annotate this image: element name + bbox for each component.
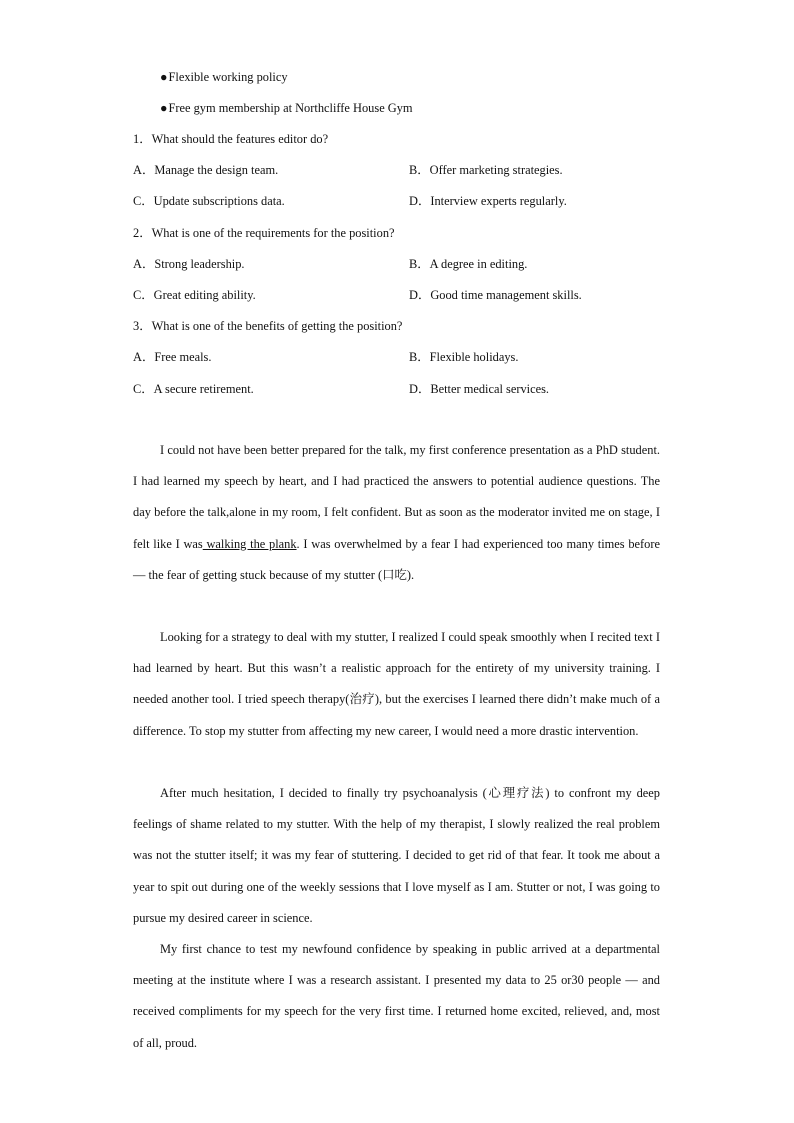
option-d: D．Interview experts regularly. bbox=[409, 194, 567, 208]
benefit-bullet-item bbox=[160, 69, 288, 85]
option-c: C．Update subscriptions data. bbox=[133, 194, 285, 208]
passage-text: I could not have been better prepared for the talk, my first conference presentation as a PhD student. I had learned my speech by heart, and I had practiced the answers to potential audience questions. The day before the talk,alone in my room, I felt confident. But as soon as the moderator invited me on stage, I felt like I was bbox=[133, 443, 660, 551]
question-stem: 2．What is one of the requirements for the position? bbox=[133, 226, 395, 240]
option-d: D．Better medical services. bbox=[409, 382, 550, 396]
bullet-icon: ● bbox=[160, 101, 168, 115]
option-b: B．Offer marketing strategies. bbox=[409, 163, 563, 177]
option-c: C．Great editing ability. bbox=[133, 288, 256, 302]
passage-paragraph-4: My first chance to test my newfound confidence by speaking in public arrived at a departmental meeting at the institute where I was a research assistant. I presented my data to 25 or30 people — and received compliments for my speech for the very first time. I returned home excited, relieved, and, most of all, proud. bbox=[133, 942, 660, 1050]
bullet-text: Free gym membership at Northcliffe House Gym bbox=[168, 101, 413, 115]
underlined-phrase: walking the plank bbox=[202, 536, 297, 551]
option-c: C．A secure retirement. bbox=[133, 382, 254, 396]
option-a: A．Strong leadership. bbox=[133, 257, 245, 271]
passage-text: . I was overwhelmed by a fear I had experienced too many times before — the fear of getting stuck because of my stutter (口吃). bbox=[133, 536, 660, 582]
bullet-text: Flexible working policy bbox=[168, 70, 288, 84]
bullet-icon: ● bbox=[160, 70, 168, 84]
benefit-bullet-item bbox=[160, 100, 413, 116]
question-stem: 1．What should the features editor do? bbox=[133, 132, 329, 146]
option-b: B．Flexible holidays. bbox=[409, 350, 519, 364]
passage-paragraph-2: Looking for a strategy to deal with my stutter, I realized I could speak smoothly when I recited text I had learned by heart. But this wasn’t a realistic approach for the entirety of my university training. I needed another tool. I tried speech therapy(治疗), but the exercises I learned there didn’t make much of a difference. To stop my stutter from affecting my new career, I would need a more drastic intervention. bbox=[133, 630, 660, 738]
passage-paragraph-3: After much hesitation, I decided to finally try psychoanalysis (心理疗法) to confront my deep feelings of shame related to my stutter. With the help of my therapist, I slowly realized the real problem was not the stutter itself; it was my fear of stuttering. I decided to get rid of that fear. It took me about a year to spit out during one of the weekly sessions that I love myself as I am. Stutter or not, I was going to pursue my desired career in science. bbox=[133, 786, 660, 925]
option-a: A．Free meals. bbox=[133, 350, 212, 364]
option-a: A．Manage the design team. bbox=[133, 163, 279, 177]
option-b: B．A degree in editing. bbox=[409, 257, 528, 271]
question-stem: 3．What is one of the benefits of getting the position? bbox=[133, 319, 403, 333]
passage-paragraph-1 bbox=[133, 435, 660, 591]
option-d: D．Good time management skills. bbox=[409, 288, 582, 302]
